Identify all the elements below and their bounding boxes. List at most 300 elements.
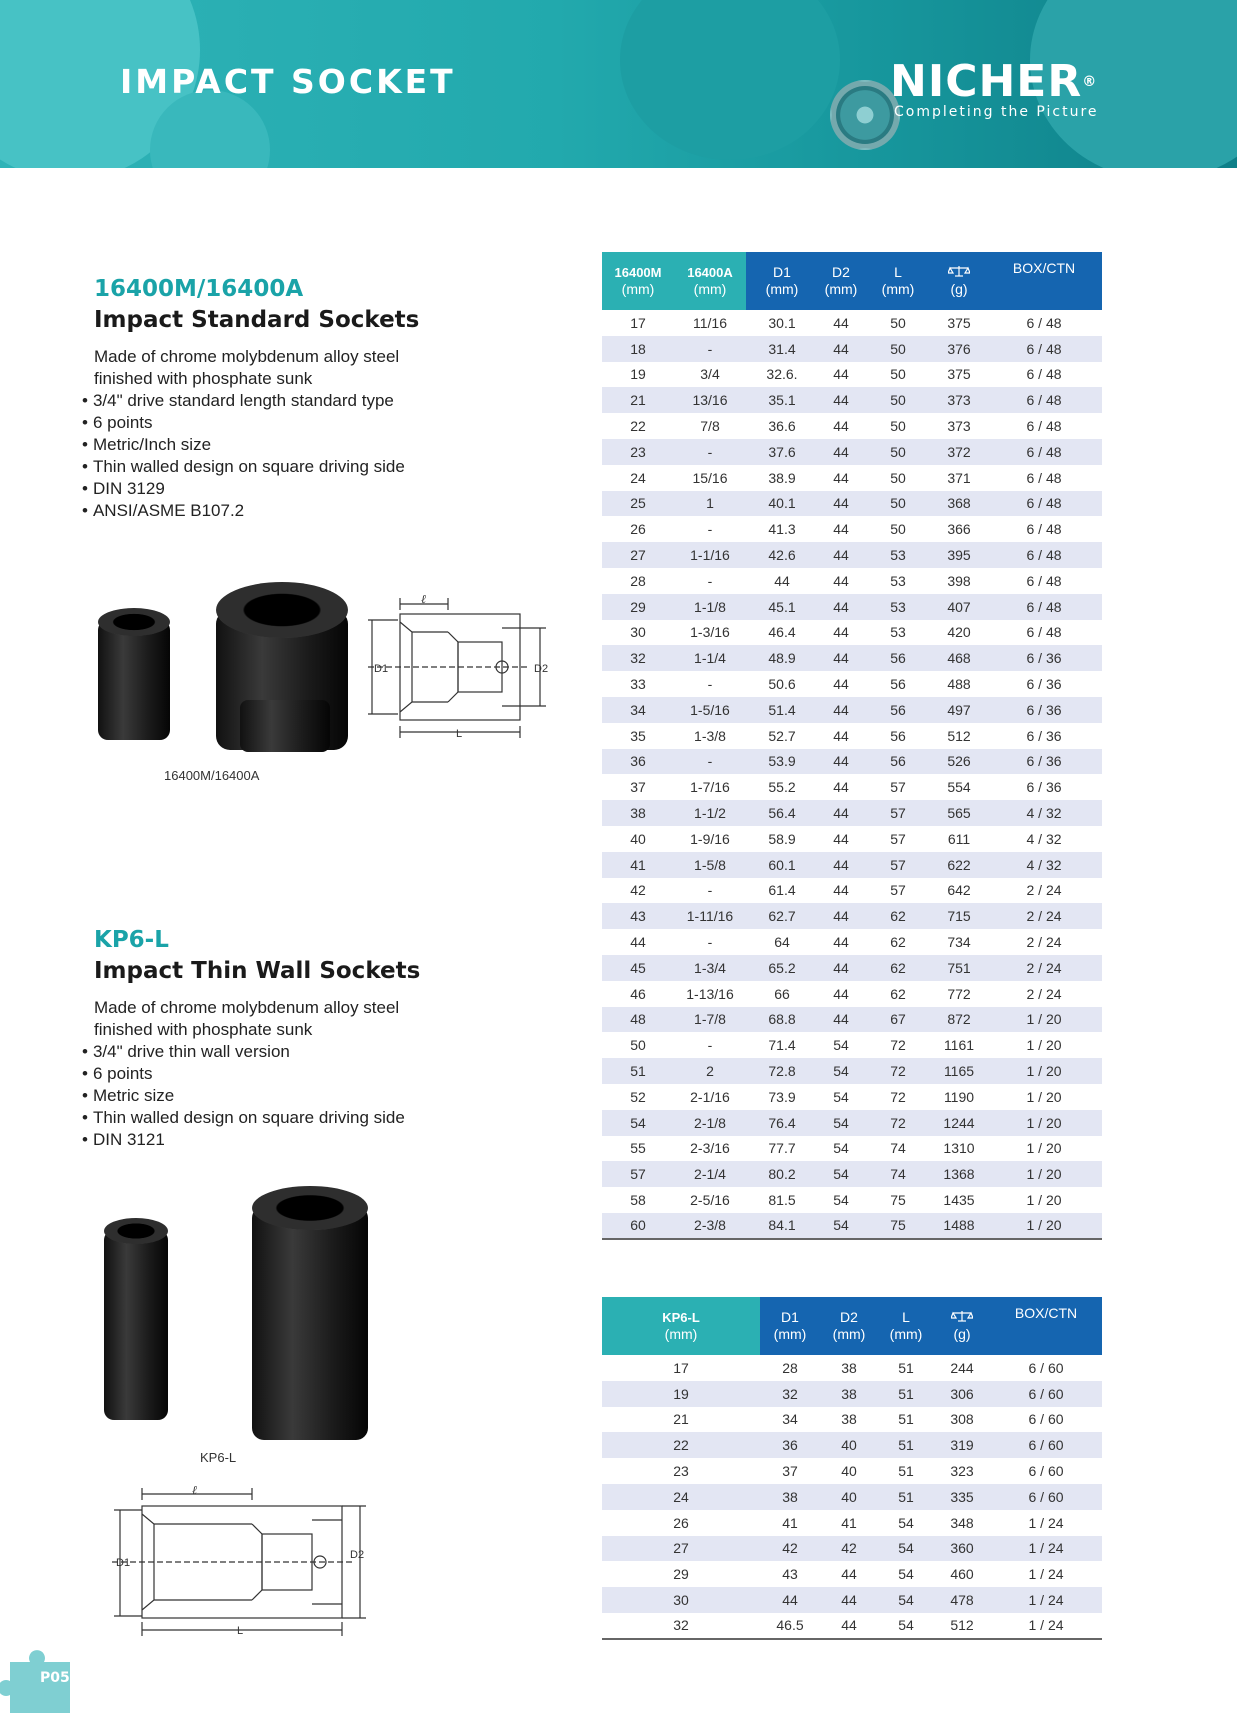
table-cell: 45 (602, 955, 674, 981)
table-cell: 42.6 (746, 542, 818, 568)
table-cell: 1-1/4 (674, 645, 746, 671)
table-cell: 6 / 48 (986, 542, 1102, 568)
table-cell: 57 (890, 882, 906, 899)
table-cell: 44 (818, 852, 864, 878)
table-cell: 52 (630, 1088, 646, 1105)
table-cell: 1488 (932, 1213, 986, 1239)
table-cell: 488 (947, 676, 971, 693)
table-row (602, 671, 1102, 697)
table-cell: 751 (932, 955, 986, 981)
table-cell: 72 (890, 1037, 906, 1054)
table-row (602, 336, 1102, 362)
table-cell: 46 (630, 985, 646, 1002)
table-cell: 54 (898, 1514, 914, 1531)
table-cell: 53 (890, 572, 906, 589)
table-cell: 51 (898, 1411, 914, 1428)
table-row (602, 1407, 1102, 1433)
table-cell: 41.3 (768, 521, 796, 538)
table-cell: 2-1/4 (674, 1161, 746, 1187)
table-cell: 872 (932, 1007, 986, 1033)
column-header-weight: (g) (934, 1297, 990, 1355)
image-caption: KP6-L (200, 1450, 237, 1465)
table-row (602, 1187, 1102, 1213)
table-cell: 622 (932, 852, 986, 878)
table-cell: 23 (602, 439, 674, 465)
table-cell: 56 (864, 645, 932, 671)
table-cell: 1-7/8 (674, 1007, 746, 1033)
table-cell: 60.1 (746, 852, 818, 878)
table-cell: 44 (818, 903, 864, 929)
table-cell: 18 (602, 336, 674, 362)
puzzle-piece-decoration (620, 0, 840, 160)
table-row (602, 903, 1102, 929)
table-cell: 44 (833, 779, 849, 796)
table-row (602, 774, 1102, 800)
table-cell: 72 (864, 1110, 932, 1136)
table-cell: 62 (864, 955, 932, 981)
table-cell: 44 (818, 697, 864, 723)
table-cell: 734 (947, 934, 971, 951)
table-row (602, 310, 1102, 336)
table-cell: 43 (782, 1566, 798, 1583)
table-cell: 44 (833, 469, 849, 486)
table-cell: 375 (947, 314, 971, 331)
table-cell: 56 (890, 727, 906, 744)
table-row (602, 723, 1102, 749)
table-cell: 44 (760, 1587, 820, 1613)
table-cell: 19 (630, 366, 646, 383)
page-title: IMPACT SOCKET (120, 62, 456, 101)
table-cell: 64 (774, 934, 790, 951)
table-cell: 11/16 (693, 314, 727, 331)
table-cell: 50 (864, 439, 932, 465)
table-row (602, 1058, 1102, 1084)
table-cell: 46.4 (768, 624, 796, 641)
table-cell: 54 (818, 1058, 864, 1084)
table-cell: 1-3/8 (694, 727, 726, 744)
table-cell: 1-11/16 (674, 903, 746, 929)
table-cell: 44 (833, 366, 849, 383)
table-cell: 41 (841, 1514, 857, 1531)
table-cell: 478 (934, 1587, 990, 1613)
header-banner (0, 0, 1237, 168)
table-row (602, 491, 1102, 517)
table-cell: 36.6 (768, 418, 796, 435)
table-cell: 62.7 (746, 903, 818, 929)
table-cell: 1-1/16 (674, 542, 746, 568)
table-cell: 62 (890, 985, 906, 1002)
table-cell: 398 (947, 572, 971, 589)
table-cell: 44 (818, 1007, 864, 1033)
table-cell: 51 (878, 1432, 934, 1458)
table-cell: 62 (864, 903, 932, 929)
table-cell: 44 (841, 1566, 857, 1583)
table-row (602, 1161, 1102, 1187)
table-cell: 2-1/16 (690, 1088, 730, 1105)
table-cell: 2-5/16 (690, 1191, 730, 1208)
table-cell: 32.6. (766, 366, 798, 383)
table-cell: 84.1 (746, 1213, 818, 1239)
table-cell: 50 (864, 387, 932, 413)
table-cell: 497 (932, 697, 986, 723)
description-line: Made of chrome molybdenum alloy steel (94, 998, 400, 1017)
table-cell: 715 (932, 903, 986, 929)
table-cell: 29 (602, 594, 674, 620)
table-cell: 19 (602, 1381, 760, 1407)
table-cell: 30.1 (768, 314, 796, 331)
table-cell: 25 (602, 491, 674, 517)
table-cell: 76.4 (746, 1110, 818, 1136)
table-cell: 67 (864, 1007, 932, 1033)
table-cell: 44 (818, 800, 864, 826)
table-cell: 1 / 20 (986, 1007, 1102, 1033)
table-cell: 54 (818, 1110, 864, 1136)
table-row (602, 800, 1102, 826)
table-cell: 48 (602, 1007, 674, 1033)
table-body (602, 310, 1102, 1239)
table-cell: 44 (818, 594, 864, 620)
feature-item: • Metric size (82, 1085, 405, 1107)
column-header-box-ctn: BOX/CTN (986, 252, 1102, 310)
table-cell: 360 (934, 1536, 990, 1562)
table-cell: 66 (774, 985, 790, 1002)
table-row (602, 929, 1102, 955)
table-cell: 1244 (932, 1110, 986, 1136)
table-cell: 244 (950, 1359, 974, 1376)
feature-item: • DIN 3121 (82, 1129, 405, 1151)
table-cell: 37 (630, 779, 646, 796)
table-row (602, 1136, 1102, 1162)
table-cell: 2 / 24 (1026, 882, 1062, 899)
table-cell: 54 (878, 1536, 934, 1562)
table-cell: 54 (818, 1161, 864, 1187)
table-cell: 1 / 20 (1026, 1140, 1062, 1157)
table-row (602, 594, 1102, 620)
table-cell: 1368 (932, 1161, 986, 1187)
table-row (602, 1355, 1102, 1381)
table-row (602, 542, 1102, 568)
table-cell: 74 (890, 1140, 906, 1157)
table-row (602, 1561, 1102, 1587)
table-cell: 4 / 32 (986, 800, 1102, 826)
brand-tagline: Completing the Picture (894, 104, 1099, 120)
table-cell: - (674, 336, 746, 362)
table-row (602, 1587, 1102, 1613)
table-cell: 56 (890, 676, 906, 693)
feature-item: • 3/4" drive standard length standard type (82, 390, 405, 412)
table-cell: 30 (630, 624, 646, 641)
table-cell: 1-3/4 (674, 955, 746, 981)
table-cell: - (707, 934, 713, 951)
table-cell: 52.7 (768, 727, 796, 744)
table-cell: 6 / 48 (1026, 469, 1062, 486)
table-cell: 376 (932, 336, 986, 362)
scale-icon (951, 1310, 973, 1322)
feature-item: • Thin walled design on square driving side (82, 456, 405, 478)
product-code-16400: 16400M/16400A (94, 276, 304, 302)
table-cell: 38 (841, 1359, 857, 1376)
table-row (602, 749, 1102, 775)
table-cell: 55.2 (768, 779, 796, 796)
table-cell: 1-1/2 (674, 800, 746, 826)
label-d2: D2 (534, 663, 549, 675)
table-cell: 2 / 24 (986, 903, 1102, 929)
table-cell: 36 (760, 1432, 820, 1458)
label-l-small: ℓ (421, 592, 426, 606)
label-d1: D1 (374, 663, 389, 675)
feature-item: • Metric/Inch size (82, 434, 405, 456)
table-cell: 33 (630, 676, 646, 693)
table-cell: 34 (782, 1411, 798, 1428)
table-cell: 1-7/16 (690, 779, 730, 796)
description-line: finished with phosphate sunk (94, 369, 313, 388)
table-cell: 1-1/8 (674, 594, 746, 620)
table-cell: 420 (947, 624, 971, 641)
column-header-d1: D1 (mm) (746, 252, 818, 310)
table-row (602, 1458, 1102, 1484)
table-cell: 6 / 48 (986, 387, 1102, 413)
table-cell: 2-3/8 (674, 1213, 746, 1239)
table-row (602, 1084, 1102, 1110)
table-cell: 68.8 (746, 1007, 818, 1033)
table-cell: 2-3/16 (690, 1140, 730, 1157)
table-row (602, 1484, 1102, 1510)
table-cell: 44 (833, 418, 849, 435)
table-cell: 2-1/8 (674, 1110, 746, 1136)
table-row (602, 1432, 1102, 1458)
description-line: finished with phosphate sunk (94, 1020, 313, 1039)
table-cell: 3/4 (700, 366, 720, 383)
table-cell: 306 (934, 1381, 990, 1407)
table-cell: 71.4 (768, 1037, 796, 1054)
table-cell: 50 (864, 491, 932, 517)
table-cell: 48.9 (746, 645, 818, 671)
table-cell: 27 (602, 542, 674, 568)
table-row (602, 697, 1102, 723)
table-cell: 51 (898, 1463, 914, 1480)
table-cell: 77.7 (768, 1140, 796, 1157)
product-heading-thin-wall: Impact Thin Wall Sockets (94, 958, 421, 984)
dimension-drawing (112, 1486, 372, 1638)
table-cell: 37 (782, 1463, 798, 1480)
table-cell: 1-5/8 (674, 852, 746, 878)
table-row (602, 439, 1102, 465)
table-cell: 6 / 60 (990, 1484, 1102, 1510)
table-cell: 512 (934, 1613, 990, 1639)
table-cell: 6 / 36 (1026, 779, 1062, 796)
table-cell: 565 (932, 800, 986, 826)
brand-name: NICHER (890, 56, 1083, 107)
table-cell: 1 (674, 491, 746, 517)
column-header-16400a: 16400A (mm) (674, 252, 746, 310)
table-cell: 38 (602, 800, 674, 826)
page-number: P05 (40, 1670, 70, 1686)
table-cell: 44 (630, 934, 646, 951)
table-row (602, 981, 1102, 1007)
table-cell: 1 / 24 (1028, 1566, 1064, 1583)
table-cell: 611 (947, 830, 971, 847)
table-cell: 6 / 36 (1026, 727, 1062, 744)
table-cell: 42 (760, 1536, 820, 1562)
column-header-weight: (g) (932, 252, 986, 310)
table-cell: 6 / 48 (1026, 624, 1062, 641)
table-cell: 80.2 (746, 1161, 818, 1187)
table-cell: 57 (864, 800, 932, 826)
table-cell: 53 (864, 594, 932, 620)
table-cell: 6 / 60 (990, 1432, 1102, 1458)
table-cell: 35.1 (746, 387, 818, 413)
table-cell: 32 (602, 645, 674, 671)
table-cell: 32 (602, 1613, 760, 1639)
table-cell: 15/16 (692, 469, 728, 486)
table-cell: 53.9 (746, 749, 818, 775)
table-cell: 4 / 32 (1026, 830, 1062, 847)
feature-item: • 6 points (82, 412, 405, 434)
table-cell: 319 (934, 1432, 990, 1458)
table-cell: 36 (602, 749, 674, 775)
label-l: L (456, 728, 463, 740)
table-cell: 308 (950, 1411, 974, 1428)
feature-item: • Thin walled design on square driving side (82, 1107, 405, 1129)
table-cell: 44 (833, 624, 849, 641)
table-row (602, 1110, 1102, 1136)
table-cell: 1 / 20 (986, 1161, 1102, 1187)
product-heading-standard: Impact Standard Sockets (94, 307, 420, 333)
table-cell: 1 / 24 (990, 1613, 1102, 1639)
table-cell: 44 (818, 387, 864, 413)
table-row (602, 1613, 1102, 1639)
table-row (602, 1213, 1102, 1239)
table-cell: 6 / 48 (986, 491, 1102, 517)
table-cell: 368 (932, 491, 986, 517)
table-cell: 40.1 (746, 491, 818, 517)
feature-item: • 3/4" drive thin wall version (82, 1041, 405, 1063)
table-cell: 44 (818, 955, 864, 981)
table-cell: 54 (833, 1088, 849, 1105)
table-cell: 44 (833, 676, 849, 693)
table-cell: 35 (630, 727, 646, 744)
table-cell: 61.4 (768, 882, 796, 899)
table-cell: 54 (833, 1140, 849, 1157)
table-cell: 335 (934, 1484, 990, 1510)
table-cell: 23 (673, 1463, 689, 1480)
table-row (602, 413, 1102, 439)
product-description (94, 997, 514, 1041)
table-cell: 1-9/16 (690, 830, 730, 847)
table-row (602, 620, 1102, 646)
table-cell: 17 (630, 314, 646, 331)
table-row (602, 362, 1102, 388)
table-cell: 6 / 60 (1028, 1463, 1064, 1480)
table-cell: 72 (864, 1058, 932, 1084)
feature-list (82, 390, 405, 522)
table-cell: 642 (947, 882, 971, 899)
table-cell: 50 (890, 418, 906, 435)
table-cell: - (707, 882, 713, 899)
table-cell: 44 (818, 645, 864, 671)
table-cell: 1 / 20 (1026, 1191, 1062, 1208)
table-row (602, 645, 1102, 671)
table-cell: 1 / 24 (990, 1587, 1102, 1613)
table-cell: 2 / 24 (1026, 985, 1062, 1002)
table-cell: 460 (950, 1566, 974, 1583)
table-cell: 42 (630, 882, 646, 899)
table-cell: 6 / 48 (1026, 366, 1062, 383)
table-cell: 53 (864, 542, 932, 568)
table-cell: 38 (841, 1411, 857, 1428)
table-cell: 44 (833, 521, 849, 538)
table-cell: 58 (630, 1191, 646, 1208)
table-cell: 34 (602, 697, 674, 723)
table-cell: 50 (864, 336, 932, 362)
table-cell: 31.4 (746, 336, 818, 362)
table-cell: 51 (878, 1381, 934, 1407)
column-header-d2: D2 (mm) (818, 252, 864, 310)
table-cell: 41 (602, 852, 674, 878)
table-cell: 44 (833, 985, 849, 1002)
table-cell: 6 / 36 (986, 749, 1102, 775)
table-cell: 51 (602, 1058, 674, 1084)
product-description (94, 346, 514, 390)
table-cell: 53 (890, 624, 906, 641)
table-cell: 21 (673, 1411, 689, 1428)
brand-logo (890, 56, 1099, 120)
table-cell: 6 / 60 (1028, 1359, 1064, 1376)
table-cell: 30 (602, 1587, 760, 1613)
table-cell: 6 / 48 (1026, 314, 1062, 331)
feature-item: • 6 points (82, 1063, 405, 1085)
table-cell: 40 (630, 830, 646, 847)
table-cell: 1 / 20 (986, 1058, 1102, 1084)
table-row (602, 1381, 1102, 1407)
table-cell: 468 (932, 645, 986, 671)
table-cell: 50 (890, 521, 906, 538)
table-cell: 75 (890, 1191, 906, 1208)
table-cell: 2 / 24 (1026, 934, 1062, 951)
table-row (602, 955, 1102, 981)
table-cell: 6 / 36 (986, 645, 1102, 671)
table-cell: 45.1 (746, 594, 818, 620)
table-cell: 57 (602, 1161, 674, 1187)
table-cell: 54 (878, 1587, 934, 1613)
table-cell: 46.5 (760, 1613, 820, 1639)
table-cell: - (707, 572, 713, 589)
table-cell: 375 (947, 366, 971, 383)
table-cell: 1-3/16 (690, 624, 730, 641)
table-cell: 50 (890, 366, 906, 383)
table-cell: 17 (673, 1359, 689, 1376)
table-cell: 27 (602, 1536, 760, 1562)
column-header-l: L (mm) (864, 252, 932, 310)
table-cell: 6 / 48 (1026, 418, 1062, 435)
table-cell: 65.2 (746, 955, 818, 981)
table-cell: 373 (932, 387, 986, 413)
table-cell: 57 (890, 830, 906, 847)
table-cell: 372 (932, 439, 986, 465)
table-cell: 1-13/16 (686, 985, 734, 1002)
description-line: Made of chrome molybdenum alloy steel (94, 347, 400, 366)
table-cell: 56 (864, 749, 932, 775)
table-cell: 43 (602, 903, 674, 929)
table-cell: 323 (950, 1463, 974, 1480)
table-cell: - (707, 521, 713, 538)
table-cell: 56 (864, 697, 932, 723)
registered-mark: ® (1082, 74, 1098, 90)
table-cell: 51 (898, 1359, 914, 1376)
table-cell: 7/8 (700, 418, 720, 435)
table-cell: 554 (947, 779, 971, 796)
table-cell: 1-5/16 (674, 697, 746, 723)
